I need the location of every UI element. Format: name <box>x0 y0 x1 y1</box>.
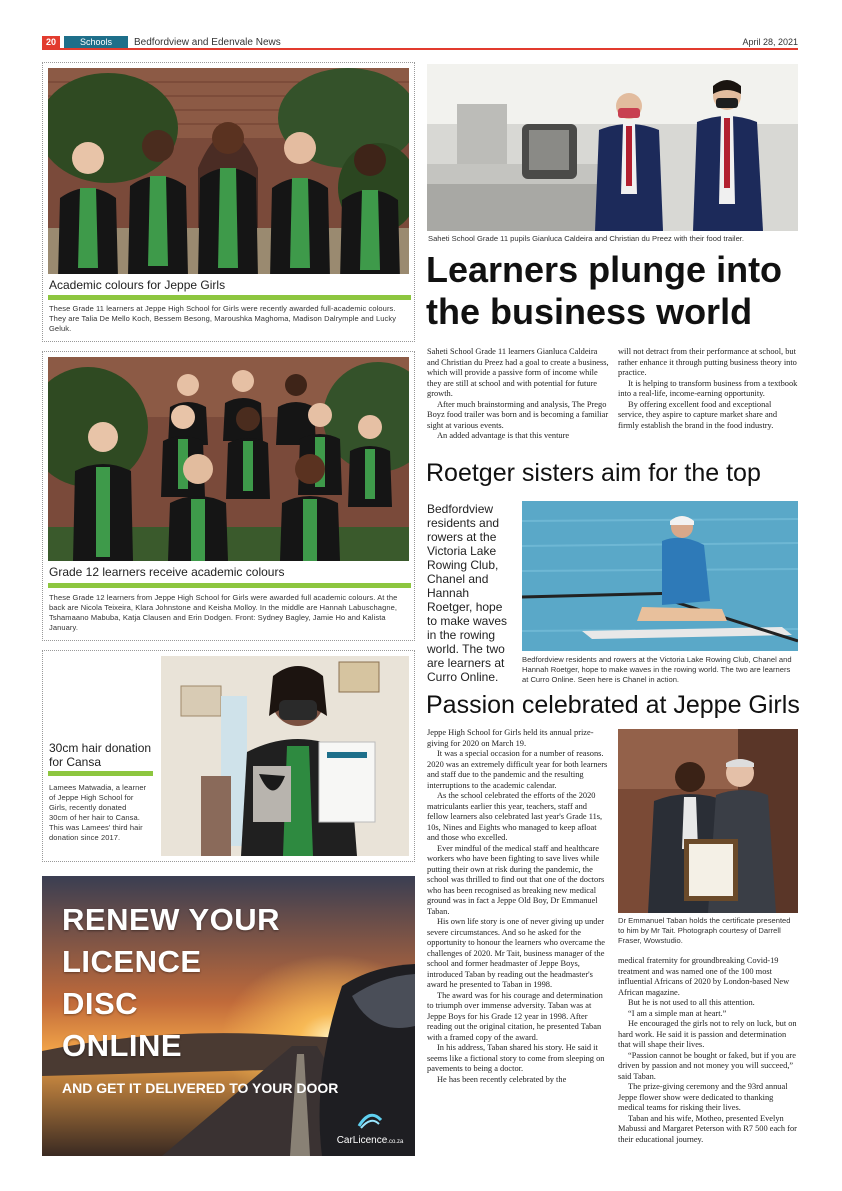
publication-name: Bedfordview and Edenvale News <box>134 37 281 48</box>
paragraph: Saheti School Grade 11 learners Gianluca Caldeira and Christian du Preez had a goal to create a business, which will provide a passive form of income while they are still at school and with potential for future growth. <box>427 347 609 398</box>
paragraph: By offering excellent food and exceptional service, they aspire to capture market share and firmly establish the brand in the food industry. <box>618 399 778 430</box>
paragraph: will not detract from their performance at school, but rather enhance it through putting business theory into practice. <box>618 347 797 377</box>
grade12-caption: These Grade 12 learners from Jeppe High School for Girls were awarded full academic colours. At the back are Nicola Teixeira, Klara Johnstone and Keisha Molloy. In the middle are Hannah Labuschagne, Tshamaano Mabuba, Katja Clausen and Erin Dodgen. Front: Sydney Bagley, Jamie Ho and Kalista January. <box>49 593 398 632</box>
taban-caption: Dr Emmanuel Taban holds the certificate presented to him by Mr Tait. Photograph courtesy of Darrell Fraser, Wowstudio. <box>618 916 791 945</box>
paragraph: It was a special occasion for a number of reasons. 2020 was an extremely difficult year for both learners and staff due to the pandemic and the resulting interruptions to the academic calendar. <box>427 749 608 790</box>
page-number: 20 <box>42 36 60 49</box>
carlicence-suffix: .co.za <box>387 1139 404 1145</box>
paragraph: His own life story is one of never giving up under severe circumstances. And so he asked for the opportunity to honour the learners who overcame the challenges of 2020. Mr Tait, business manager of the school and former headmaster of Jeppe Boys, introduced Taban by reading out the headmaster's award he presented to Taban in 1998. <box>427 917 605 989</box>
hair-donation-photo <box>161 656 409 856</box>
rowing-photo <box>522 501 798 651</box>
business-headline-1: Learners plunge into <box>426 249 783 290</box>
hair-donation-box <box>42 650 415 862</box>
carlicence-brand: CarLicence <box>336 1135 388 1146</box>
paragraph: But he is not used to all this attention. <box>628 998 755 1007</box>
ad-line-4: ONLINE <box>62 1028 183 1063</box>
passion-column-1 <box>427 728 610 1085</box>
ad-line-2: LICENCE <box>62 944 202 979</box>
paragraph: Taban and his wife, Motheo, presented Evelyn Mabussi and Margaret Peterson with R7 500 each for their educational journey. <box>618 1113 797 1144</box>
roetger-headline: Roetger sisters aim for the top <box>426 459 761 487</box>
passion-column-2 <box>618 956 798 1145</box>
hair-donation-title: 30cm hair donation for Cansa <box>49 741 152 769</box>
grade12-title: Grade 12 learners receive academic colours <box>49 565 285 579</box>
academic-colours-box <box>42 62 415 342</box>
caption-rule <box>48 583 411 588</box>
business-column-2 <box>618 347 798 431</box>
hair-donation-caption: Lamees Matwadia, a learner of Jeppe High School for Girls, recently donated 30cm of her hair to Cansa. This was Lamees' third hair donation since 2017. <box>49 783 147 842</box>
paragraph: An added advantage is that this venture <box>437 431 570 440</box>
passion-headline: Passion celebrated at Jeppe Girls <box>426 691 800 719</box>
ad-subline: AND GET IT DELIVERED TO YOUR DOOR <box>62 1080 339 1096</box>
paragraph: “I am a simple man at heart.” <box>628 1008 727 1018</box>
publication-date: April 28, 2021 <box>742 37 798 47</box>
paragraph: He has been recently celebrated by the <box>437 1074 567 1084</box>
business-column-1 <box>427 347 610 442</box>
paragraph: The prize-giving ceremony and the 93rd annual Jeppe flower show were dedicated to thanking medical teams for risking their lives. <box>618 1082 788 1112</box>
paragraph: Ever mindful of the medical staff and healthcare workers who have been fighting to save lives while putting their own at risk during the pandemic, the school was thrilled to find out that one of the doctors who has been recognised as breaking new medical ground was in fact a Jeppe Old Boy, Dr Emmanuel Taban. <box>427 843 605 916</box>
paragraph: In his address, Taban shared his story. He said it seems like a fictional story to come from sleeping on pavements to being a doctor. <box>427 1043 605 1073</box>
food-trailer-caption: Saheti School Grade 11 pupils Gianluca Caldeira and Christian du Preez with their food trailer. <box>428 234 745 243</box>
paragraph: It is helping to transform business from a textbook into a real-life, income-earning opportunity. <box>618 378 798 398</box>
paragraph: Jeppe High School for Girls held its annual prize-giving for 2020 on March 19. <box>427 728 594 748</box>
paragraph: medical fraternity for groundbreaking Covid-19 treatment and was named one of the 100 most influential Africans of 2020 by London-based New African magazine. <box>618 956 790 997</box>
taban-photo <box>618 729 798 913</box>
paragraph: As the school celebrated the efforts of the 2020 matriculants earlier this year, teachers, staff and fellow learners also celebrated last year's Grade 11s, 10s, Nines and Eights who managed to keep afloat and those who excelled. <box>427 791 603 842</box>
academic-colours-title: Academic colours for Jeppe Girls <box>49 278 226 292</box>
paragraph: After much brainstorming and analysis, The Prego Boyz food trailer was born and is becoming a familiar sight at various events. <box>427 399 609 430</box>
grade12-box <box>42 351 415 641</box>
header-rule <box>42 48 798 50</box>
caption-rule <box>48 771 153 776</box>
caption-rule <box>48 295 411 300</box>
section-tab: Schools <box>64 36 128 49</box>
paragraph: “Passion cannot be bought or faked, but if you are driven by passion and not money you will succeed,” said Taban. <box>618 1050 796 1081</box>
ad-line-3: DISC <box>62 986 139 1021</box>
licence-disc-ad[interactable] <box>42 876 415 1156</box>
paragraph: He encouraged the girls not to rely on luck, but on hard work. He said it is passion and determination that will shape their lives. <box>618 1019 797 1049</box>
paragraph: The award was for his courage and determination to triumph over immense adversity. Taban was at Jeppe Boys for his Grade 12 year in 1998. After reading out the original citation, he presented Taban with a framed copy of the award. <box>427 990 603 1042</box>
food-trailer-photo <box>427 64 798 231</box>
swirl-icon <box>355 1112 385 1130</box>
grade11-group-photo <box>48 68 409 274</box>
ad-line-1: RENEW YOUR <box>62 902 281 937</box>
academic-colours-caption: These Grade 11 learners at Jeppe High School for Girls were recently awarded full-academic colours. They are Talia De Mello Koch, Bessem Besong, Maroushka Maghoma, Madison Dalrymple and Lucky Geluk. <box>49 304 397 333</box>
grade12-group-photo <box>48 357 409 561</box>
business-headline-2: the business world <box>426 291 753 332</box>
carlicence-logo <box>334 1112 406 1148</box>
rowing-caption: Bedfordview residents and rowers at the Victoria Lake Rowing Club, Chanel and Hannah Roetger, hope to make waves in the rowing world. The two are learners at Curro Online. Seen here is Chanel in action. <box>522 655 792 684</box>
roetger-lead: Bedfordview residents and rowers at the Victoria Lake Rowing Club, Chanel and Hannah Roetger, hope to make waves in the rowing world. The two are learners at Curro Online. <box>427 502 508 684</box>
